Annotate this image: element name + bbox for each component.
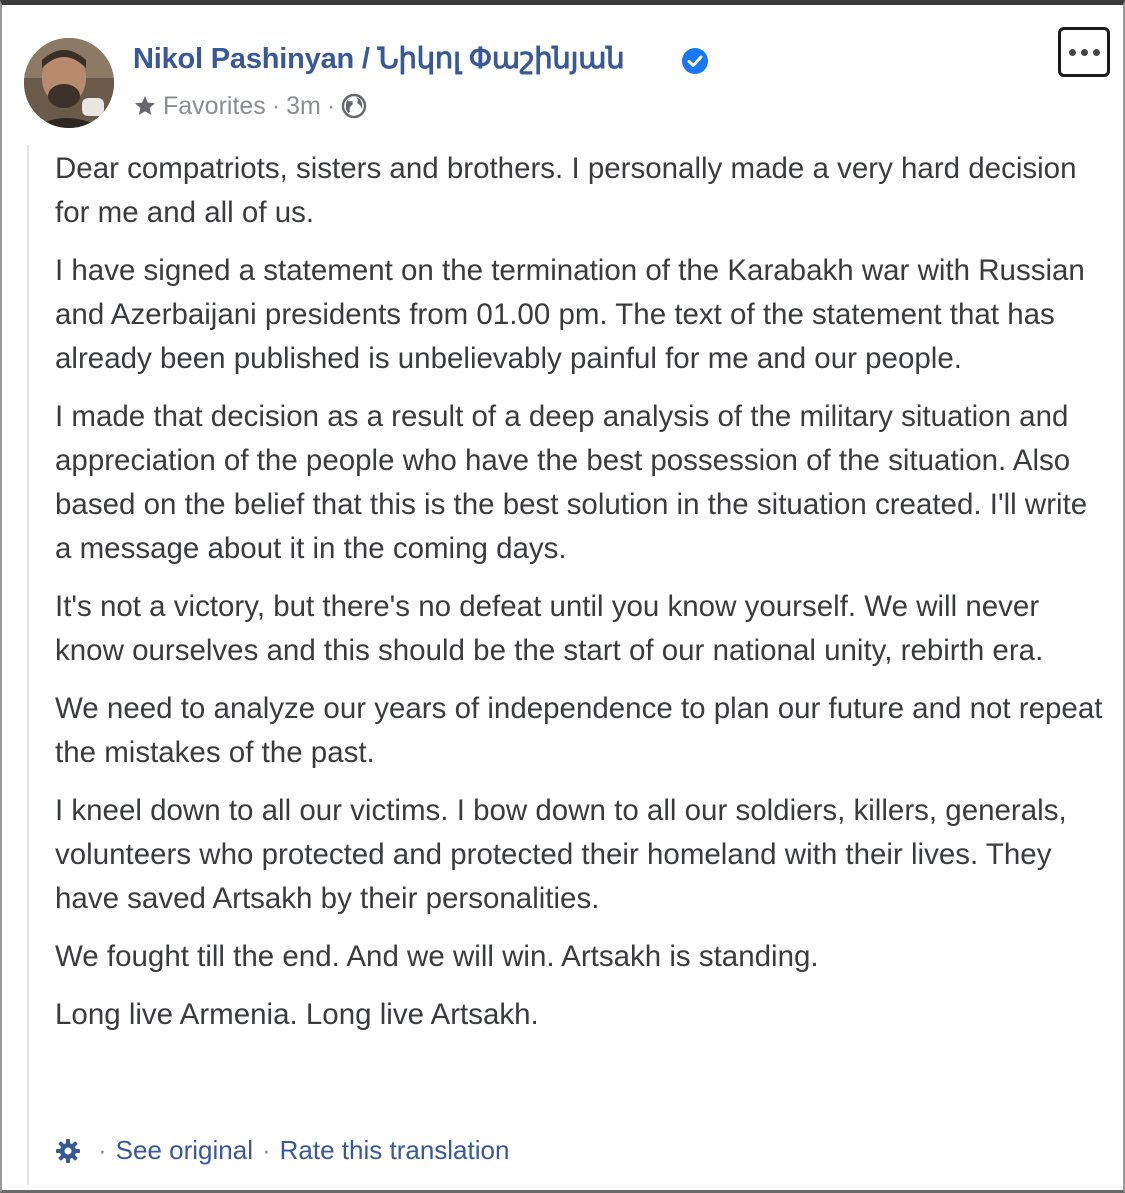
post-paragraph: I have signed a statement on the termination of the Karabakh war with Russian and Azerbaijani presidents from 01.00 pm. The text of the statement that has already been published is unbelievably painful for me and our people. <box>55 254 1085 375</box>
rate-translation-link[interactable]: Rate this translation <box>279 1135 510 1165</box>
post-paragraph: I made that decision as a result of a deep analysis of the military situation and appreciation of the people who have the best possession of the situation. Also based on the belief that this is the best solution in the situation created. I'll write a message about it in the coming days. <box>55 400 1088 565</box>
post-paragraph: Dear compatriots, sisters and brothers. I personally made a very hard decision for me and all of us. <box>55 152 1077 229</box>
more-options-button[interactable] <box>1058 27 1110 77</box>
audience-label[interactable]: Favorites <box>163 91 266 120</box>
more-options-icon <box>1069 49 1076 56</box>
globe-icon[interactable] <box>341 93 367 119</box>
post-body <box>55 147 1105 1051</box>
author-name[interactable]: Nikol Pashinyan / Նիկոլ Փաշինյան <box>133 43 625 75</box>
translation-quote-bar <box>27 145 29 1185</box>
gear-icon[interactable] <box>55 1138 81 1164</box>
meta-separator: · <box>326 91 336 120</box>
post-paragraph: We need to analyze our years of independence to plan our future and not repeat the mistakes of the past. <box>55 692 1103 769</box>
avatar[interactable] <box>24 38 114 128</box>
footer-separator: · <box>98 1135 107 1165</box>
timestamp[interactable]: 3m <box>286 91 321 120</box>
post-paragraph: Long live Armenia. Long live Artsakh. <box>55 998 539 1031</box>
post-meta <box>133 90 367 122</box>
verified-badge-icon <box>681 47 709 75</box>
see-original-link[interactable]: See original <box>115 1135 253 1165</box>
avatar-photo <box>24 38 114 128</box>
post-paragraph: It's not a victory, but there's no defeat until you know yourself. We will never know ourselves and this should be the start of our national unity, rebirth era. <box>55 590 1044 667</box>
meta-separator: · <box>271 91 281 120</box>
footer-separator: · <box>261 1135 271 1165</box>
translation-footer <box>55 1135 509 1166</box>
star-icon <box>133 94 157 118</box>
post-paragraph: We fought till the end. And we will win. Artsakh is standing. <box>55 940 819 973</box>
post-paragraph: I kneel down to all our victims. I bow down to all our soldiers, killers, generals, volunteers who protected and protected their homeland with their lives. They have saved Artsakh by their personalities. <box>55 794 1067 915</box>
